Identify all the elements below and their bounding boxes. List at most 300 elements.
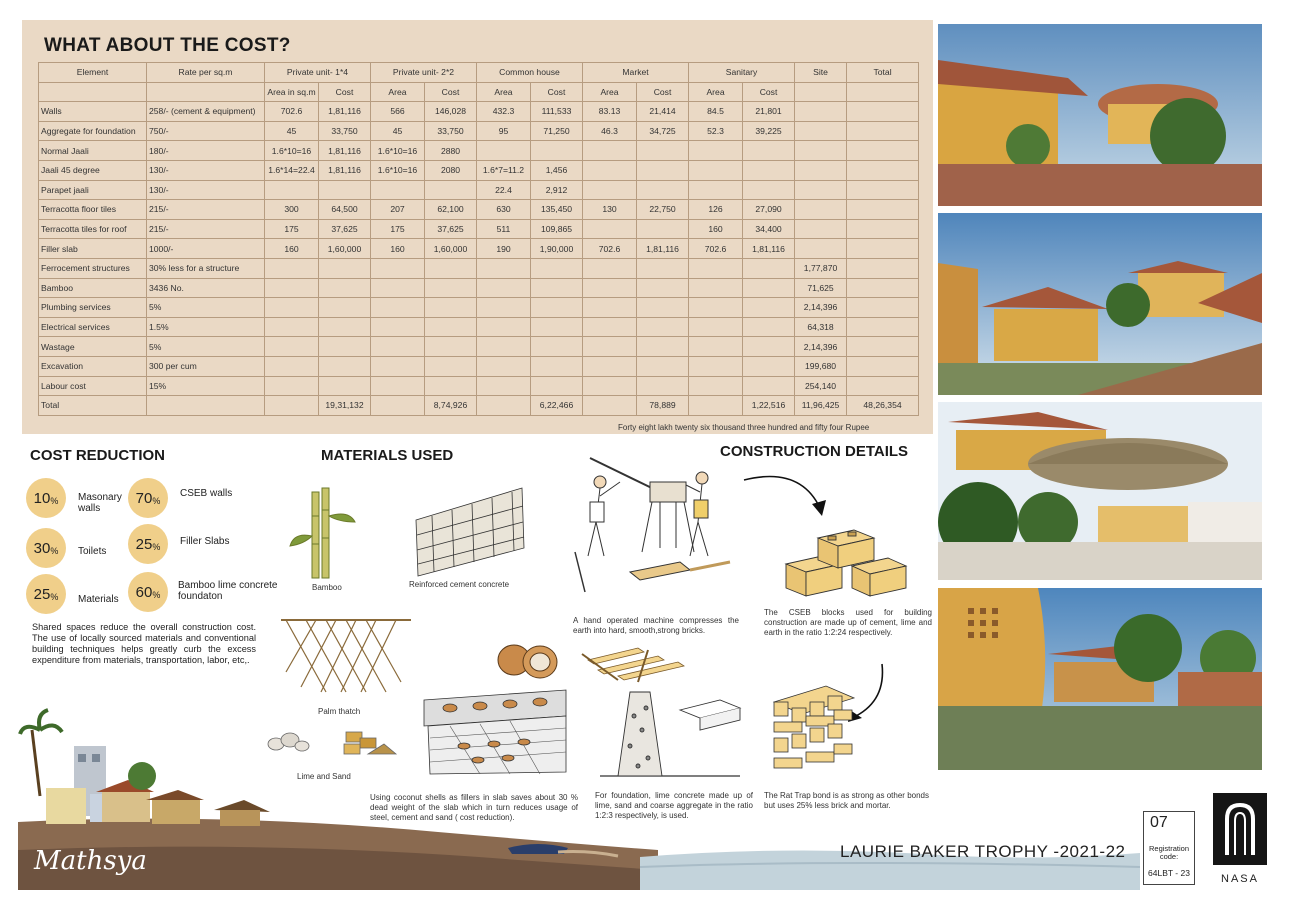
table-cell: 5% <box>147 298 265 318</box>
table-cell: 175 <box>371 219 425 239</box>
table-cell <box>743 356 795 376</box>
table-cell <box>583 219 637 239</box>
table-cell: 3436 No. <box>147 278 265 298</box>
table-cell <box>371 396 425 416</box>
table-cell: 71,250 <box>531 121 583 141</box>
rat-trap-caption: The Rat Trap bond is as strong as other bonds but uses 25% less brick and mortar. <box>764 791 929 810</box>
table-cell <box>795 239 847 259</box>
construction-title: CONSTRUCTION DETAILS <box>720 443 909 460</box>
table-cell: 160 <box>265 239 319 259</box>
page-number: 07 <box>1150 814 1168 831</box>
table-cell: 130 <box>583 200 637 220</box>
table-cell <box>743 376 795 396</box>
table-cell: 1,81,116 <box>743 239 795 259</box>
coconut-shell-illustration <box>494 636 564 684</box>
table-cell: 1,81,116 <box>637 239 689 259</box>
row-label-cell: Terracotta tiles for roof <box>39 219 147 239</box>
table-row <box>39 121 919 141</box>
table-cell <box>847 298 919 318</box>
cseb-caption: The CSEB blocks used for building construction are made up of cement, lime and earth in the ratio 1:2:24 respectively. <box>764 608 932 637</box>
table-cell <box>425 376 477 396</box>
table-cell: 2880 <box>425 141 477 161</box>
subheader-blank <box>39 82 147 102</box>
table-cell <box>265 356 319 376</box>
table-cell <box>689 396 743 416</box>
table-cell: 180/- <box>147 141 265 161</box>
subheader-cell: Cost <box>743 82 795 102</box>
table-cell <box>265 376 319 396</box>
table-cell <box>847 278 919 298</box>
table-cell: 27,090 <box>743 200 795 220</box>
table-cell: 190 <box>477 239 531 259</box>
table-cell <box>847 180 919 200</box>
table-row <box>39 239 919 259</box>
table-cell: 45 <box>371 121 425 141</box>
table-cell <box>795 160 847 180</box>
table-cell: 2,912 <box>531 180 583 200</box>
row-label-cell: Electrical services <box>39 317 147 337</box>
table-cell: 39,225 <box>743 121 795 141</box>
bamboo-caption: Bamboo <box>312 583 342 592</box>
table-cell: 19,31,132 <box>319 396 371 416</box>
table-cell <box>743 160 795 180</box>
table-cell: 566 <box>371 102 425 122</box>
table-cell: 64,318 <box>795 317 847 337</box>
cseb-block-illustration <box>782 524 910 600</box>
table-cell <box>531 337 583 357</box>
table-row <box>39 278 919 298</box>
table-cell: 300 per cum <box>147 356 265 376</box>
table-cell <box>637 278 689 298</box>
pct-unit: % <box>50 545 59 556</box>
table-cell <box>847 239 919 259</box>
table-cell: 1.6*10=16 <box>371 160 425 180</box>
table-cell <box>371 278 425 298</box>
table-cell <box>637 376 689 396</box>
table-cell: 111,533 <box>531 102 583 122</box>
table-cell: 126 <box>689 200 743 220</box>
table-cell <box>689 180 743 200</box>
subheader-blank <box>795 82 847 102</box>
pct-value: 30 <box>33 539 51 557</box>
table-row <box>39 376 919 396</box>
subheader-cell: Area <box>689 82 743 102</box>
table-cell <box>477 337 531 357</box>
brick-stack-illustration <box>578 640 698 686</box>
registration-code: 64LBT - 23 <box>1148 868 1190 878</box>
table-cell <box>425 356 477 376</box>
table-cell: 22,750 <box>637 200 689 220</box>
table-cell <box>531 278 583 298</box>
table-cell <box>319 317 371 337</box>
table-cell <box>265 337 319 357</box>
table-cell: 130/- <box>147 180 265 200</box>
table-cell: 34,725 <box>637 121 689 141</box>
cost-reduction-title: COST REDUCTION <box>30 447 165 464</box>
table-cell: 207 <box>371 200 425 220</box>
table-cell <box>743 278 795 298</box>
table-cell: 215/- <box>147 219 265 239</box>
table-cell <box>795 219 847 239</box>
row-label-cell: Terracotta floor tiles <box>39 200 147 220</box>
palm-thatch-illustration <box>276 612 416 702</box>
pct-label: Masonary walls <box>78 492 122 514</box>
table-cell: 1.6*7=11.2 <box>477 160 531 180</box>
pct-badge <box>26 574 66 614</box>
header-private1: Private unit- 1*4 <box>265 63 371 83</box>
pct-unit: % <box>152 541 161 552</box>
table-cell <box>265 298 319 318</box>
pct-badge <box>26 528 66 568</box>
table-cell: 1,81,116 <box>319 160 371 180</box>
table-cell <box>477 258 531 278</box>
table-cell <box>425 278 477 298</box>
row-label-cell: Wastage <box>39 337 147 357</box>
table-cell: 135,450 <box>531 200 583 220</box>
row-label-cell: Filler slab <box>39 239 147 259</box>
table-cell <box>847 200 919 220</box>
table-cell: 6,22,466 <box>531 396 583 416</box>
table-cell <box>531 317 583 337</box>
table-cell <box>477 376 531 396</box>
pct-label: Filler Slabs <box>180 536 230 547</box>
table-cell <box>265 258 319 278</box>
table-cell: 22.4 <box>477 180 531 200</box>
render-image-2 <box>938 213 1262 395</box>
table-cell <box>689 376 743 396</box>
registration-label: Registration code: <box>1148 844 1190 861</box>
table-cell: 64,500 <box>319 200 371 220</box>
table-row <box>39 396 919 416</box>
table-cell: 95 <box>477 121 531 141</box>
table-cell <box>743 141 795 161</box>
rcc-caption: Reinforced cement concrete <box>409 580 510 589</box>
table-cell: 33,750 <box>425 121 477 141</box>
table-cell <box>531 376 583 396</box>
header-sanitary: Sanitary <box>689 63 795 83</box>
table-row <box>39 141 919 161</box>
table-cell <box>689 298 743 318</box>
nasa-logo <box>1213 793 1267 865</box>
cost-table <box>38 62 919 416</box>
table-cell <box>425 337 477 357</box>
table-cell: 1.5% <box>147 317 265 337</box>
palm-thatch-caption: Palm thatch <box>318 707 361 716</box>
trophy-title: LAURIE BAKER TROPHY -2021-22 <box>840 842 1126 861</box>
table-cell: 160 <box>371 239 425 259</box>
nasa-logo-text: NASA <box>1221 873 1259 885</box>
table-cell: 52.3 <box>689 121 743 141</box>
table-cell <box>637 180 689 200</box>
table-cell <box>425 298 477 318</box>
table-cell <box>425 258 477 278</box>
table-cell <box>371 317 425 337</box>
table-cell <box>265 396 319 416</box>
table-cell: 11,96,425 <box>795 396 847 416</box>
table-cell <box>425 317 477 337</box>
table-cell <box>689 317 743 337</box>
table-cell <box>743 317 795 337</box>
table-cell: 37,625 <box>425 219 477 239</box>
table-cell <box>689 160 743 180</box>
header-market: Market <box>583 63 689 83</box>
table-cell: 254,140 <box>795 376 847 396</box>
table-cell <box>371 258 425 278</box>
nasa-arch-icon <box>1213 793 1267 865</box>
pct-unit: % <box>50 591 59 602</box>
table-cell <box>371 376 425 396</box>
row-label-cell: Parapet jaali <box>39 180 147 200</box>
table-cell <box>847 121 919 141</box>
table-cell: 15% <box>147 376 265 396</box>
table-cell: 160 <box>689 219 743 239</box>
table-row <box>39 317 919 337</box>
table-cell <box>847 337 919 357</box>
table-row <box>39 219 919 239</box>
table-cell: 109,865 <box>531 219 583 239</box>
table-cell <box>425 180 477 200</box>
table-cell <box>689 141 743 161</box>
table-cell: 702.6 <box>265 102 319 122</box>
table-cell: 130/- <box>147 160 265 180</box>
table-cell <box>583 356 637 376</box>
table-cell <box>265 180 319 200</box>
table-row <box>39 200 919 220</box>
header-common: Common house <box>477 63 583 83</box>
render-image-1 <box>938 24 1262 206</box>
table-cell: 1,81,116 <box>319 102 371 122</box>
table-cell <box>583 298 637 318</box>
foundation-caption: For foundation, lime concrete made up of lime, sand and coarse aggregate in the ratio 1:2:3 respectively, is used. <box>595 791 753 820</box>
table-cell: 215/- <box>147 200 265 220</box>
brick-machine-illustration <box>570 452 740 598</box>
table-cell <box>795 180 847 200</box>
table-cell: 511 <box>477 219 531 239</box>
table-cell <box>477 298 531 318</box>
table-cell <box>847 356 919 376</box>
table-cell <box>847 141 919 161</box>
table-cell: 1.6*10=16 <box>371 141 425 161</box>
table-cell: 630 <box>477 200 531 220</box>
table-row <box>39 258 919 278</box>
table-cell: 1,81,116 <box>319 141 371 161</box>
table-cell: 702.6 <box>689 239 743 259</box>
table-subheader-row <box>39 82 919 102</box>
table-cell <box>637 258 689 278</box>
table-cell <box>847 258 919 278</box>
header-rate: Rate per sq.m <box>147 63 265 83</box>
table-cell: 300 <box>265 200 319 220</box>
subheader-cell: Cost <box>425 82 477 102</box>
subheader-cell: Cost <box>319 82 371 102</box>
table-cell <box>689 356 743 376</box>
table-cell: 1,60,000 <box>425 239 477 259</box>
table-row <box>39 180 919 200</box>
table-cell: 8,74,926 <box>425 396 477 416</box>
row-label-cell: Plumbing services <box>39 298 147 318</box>
table-cell <box>371 298 425 318</box>
table-cell <box>847 102 919 122</box>
table-cell: 199,680 <box>795 356 847 376</box>
table-cell <box>743 180 795 200</box>
table-cell <box>371 356 425 376</box>
table-cell: 21,801 <box>743 102 795 122</box>
subheader-cell: Area <box>583 82 637 102</box>
table-cell <box>847 160 919 180</box>
table-cell <box>583 258 637 278</box>
table-cell: 2,14,396 <box>795 337 847 357</box>
table-cell <box>743 258 795 278</box>
table-cell: 48,26,354 <box>847 396 919 416</box>
pct-value: 70 <box>135 489 153 507</box>
table-cell <box>477 141 531 161</box>
pct-unit: % <box>152 589 161 600</box>
table-cell: 71,625 <box>795 278 847 298</box>
table-cell: 702.6 <box>583 239 637 259</box>
table-cell <box>583 337 637 357</box>
table-cell: 83.13 <box>583 102 637 122</box>
table-cell <box>477 317 531 337</box>
render-4-drawing <box>938 588 1262 770</box>
table-cell: 2,14,396 <box>795 298 847 318</box>
table-cell: 1,60,000 <box>319 239 371 259</box>
table-cell: 2080 <box>425 160 477 180</box>
table-cell: 1,90,000 <box>531 239 583 259</box>
total-in-words: Forty eight lakh twenty six thousand three hundred and fifty four Rupee <box>618 423 870 432</box>
curved-arrow-top <box>740 470 832 520</box>
table-cell: 45 <box>265 121 319 141</box>
table-cell: 1.6*14=22.4 <box>265 160 319 180</box>
table-cell <box>583 160 637 180</box>
pct-badge <box>26 478 66 518</box>
table-cell: 46.3 <box>583 121 637 141</box>
pct-value: 25 <box>33 585 51 603</box>
rcc-illustration <box>412 480 530 580</box>
pct-unit: % <box>152 495 161 506</box>
table-cell <box>531 258 583 278</box>
render-image-3 <box>938 402 1262 580</box>
pct-label: Materials <box>78 594 119 605</box>
table-cell <box>743 298 795 318</box>
table-cell <box>637 160 689 180</box>
table-cell <box>371 180 425 200</box>
pct-value: 25 <box>135 535 153 553</box>
table-cell <box>319 278 371 298</box>
table-cell <box>847 317 919 337</box>
render-2-drawing <box>938 213 1262 395</box>
table-cell <box>583 396 637 416</box>
render-3-drawing <box>938 402 1262 580</box>
table-cell <box>265 278 319 298</box>
table-cell <box>637 298 689 318</box>
table-cell <box>319 337 371 357</box>
subheader-cell: Cost <box>531 82 583 102</box>
bamboo-illustration <box>288 486 360 586</box>
pct-unit: % <box>50 495 59 506</box>
machine-caption: A hand operated machine compresses the earth into hard, smooth,strong bricks. <box>573 616 739 635</box>
row-label-cell: Aggregate for foundation <box>39 121 147 141</box>
header-private2: Private unit- 2*2 <box>371 63 477 83</box>
table-cell: 37,625 <box>319 219 371 239</box>
lime-sand-caption: Lime and Sand <box>297 772 351 781</box>
pct-label: Toilets <box>78 546 107 557</box>
table-cell <box>689 258 743 278</box>
table-cell: 21,414 <box>637 102 689 122</box>
table-cell: 34,400 <box>743 219 795 239</box>
table-cell <box>583 376 637 396</box>
header-element: Element <box>39 63 147 83</box>
render-1-drawing <box>938 24 1262 206</box>
table-cell: 1000/- <box>147 239 265 259</box>
table-row <box>39 356 919 376</box>
table-cell <box>319 258 371 278</box>
table-header-row <box>39 63 919 83</box>
subheader-cell: Area <box>371 82 425 102</box>
render-image-4 <box>938 588 1262 770</box>
row-label-cell: Excavation <box>39 356 147 376</box>
coconut-filler-caption: Using coconut shells as fillers in slab saves about 30 % dead weight of the slab which in turn reduces usage of steel, cement and sand ( cost reduction). <box>370 793 578 822</box>
table-cell <box>319 376 371 396</box>
table-cell: 78,889 <box>637 396 689 416</box>
table-cell <box>583 278 637 298</box>
row-label-cell: Bamboo <box>39 278 147 298</box>
table-cell <box>531 298 583 318</box>
pct-value: 10 <box>33 489 51 507</box>
table-cell <box>847 219 919 239</box>
table-cell: 30% less for a structure <box>147 258 265 278</box>
subheader-cell: Area <box>477 82 531 102</box>
table-cell: 1,22,516 <box>743 396 795 416</box>
table-cell <box>637 337 689 357</box>
table-cell: 1,456 <box>531 160 583 180</box>
table-cell <box>477 356 531 376</box>
pct-label: Bamboo lime concrete foundaton <box>178 580 278 602</box>
table-cell <box>795 200 847 220</box>
pct-badge <box>128 524 168 564</box>
table-row <box>39 102 919 122</box>
table-cell <box>795 102 847 122</box>
row-label-cell: Labour cost <box>39 376 147 396</box>
table-cell <box>795 121 847 141</box>
table-cell <box>477 278 531 298</box>
table-cell: 175 <box>265 219 319 239</box>
table-cell: 84.5 <box>689 102 743 122</box>
table-cell <box>847 376 919 396</box>
table-cell <box>319 298 371 318</box>
row-label-cell: Jaali 45 degree <box>39 160 147 180</box>
cost-reduction-paragraph: Shared spaces reduce the overall construction cost. The use of locally sourced materials and conventional building techniques helps greatly curb the excess expenditure from materials, transportation, labor, etc,. <box>32 622 256 665</box>
cost-table-body <box>39 102 919 416</box>
table-cell <box>147 396 265 416</box>
table-cell <box>583 180 637 200</box>
table-cell <box>689 337 743 357</box>
table-cell <box>795 141 847 161</box>
table-cell: 432.3 <box>477 102 531 122</box>
table-cell <box>583 317 637 337</box>
table-row <box>39 337 919 357</box>
row-label-cell: Normal Jaali <box>39 141 147 161</box>
table-cell <box>689 278 743 298</box>
table-cell <box>743 337 795 357</box>
table-cell: 5% <box>147 337 265 357</box>
table-cell <box>583 141 637 161</box>
table-cell <box>531 356 583 376</box>
subheader-cell: Area in sq.m <box>265 82 319 102</box>
pct-badge <box>128 572 168 612</box>
table-cell: 146,028 <box>425 102 477 122</box>
table-cell: 33,750 <box>319 121 371 141</box>
subheader-blank <box>847 82 919 102</box>
